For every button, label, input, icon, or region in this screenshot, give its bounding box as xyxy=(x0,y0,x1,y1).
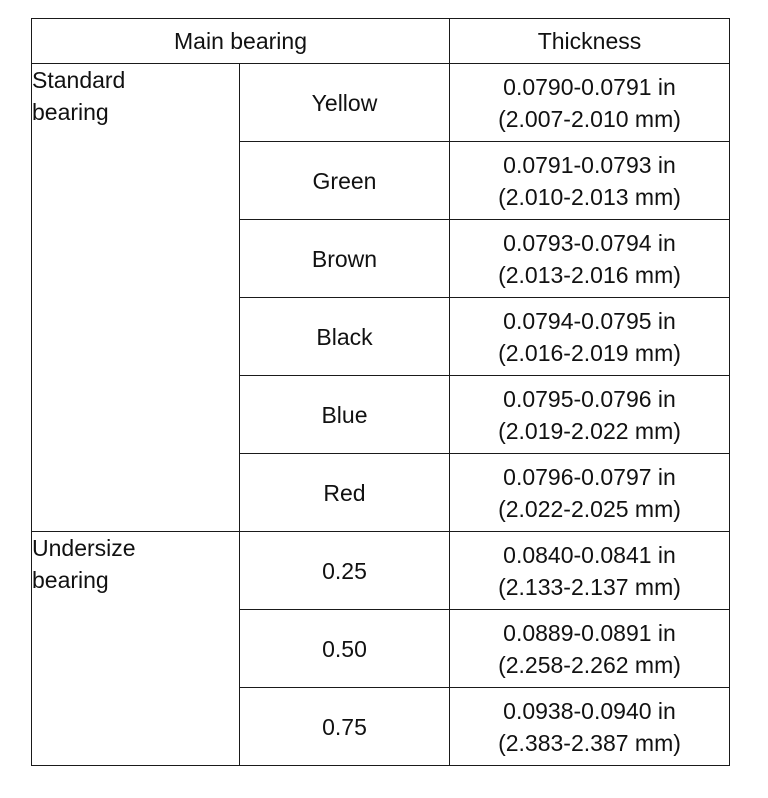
bearing-color-cell: Green xyxy=(240,142,450,220)
thickness-mm: (2.013-2.016 mm) xyxy=(498,261,681,288)
undersize-value-cell: 0.75 xyxy=(240,688,450,766)
group-label-line: Undersize xyxy=(32,535,136,561)
thickness-in: 0.0790-0.0791 in xyxy=(503,73,676,100)
undersize-value-cell: 0.50 xyxy=(240,610,450,688)
thickness-mm: (2.010-2.013 mm) xyxy=(498,183,681,210)
bearing-color-cell: Yellow xyxy=(240,64,450,142)
main-bearing-header: Main bearing xyxy=(32,19,450,64)
thickness-cell xyxy=(450,688,730,766)
thickness-in: 0.0889-0.0891 in xyxy=(503,619,676,646)
thickness-cell xyxy=(450,376,730,454)
table-row xyxy=(32,64,730,142)
group-label-line: bearing xyxy=(32,567,109,593)
thickness-cell xyxy=(450,610,730,688)
thickness-mm: (2.016-2.019 mm) xyxy=(498,339,681,366)
undersize-value-cell: 0.25 xyxy=(240,532,450,610)
thickness-cell xyxy=(450,220,730,298)
group-label-undersize xyxy=(32,532,240,766)
thickness-in: 0.0840-0.0841 in xyxy=(503,541,676,568)
thickness-in: 0.0795-0.0796 in xyxy=(503,385,676,412)
thickness-cell xyxy=(450,532,730,610)
thickness-mm: (2.019-2.022 mm) xyxy=(498,417,681,444)
bearing-color-cell: Black xyxy=(240,298,450,376)
bearing-color-cell: Blue xyxy=(240,376,450,454)
thickness-in: 0.0791-0.0793 in xyxy=(503,151,676,178)
thickness-in: 0.0794-0.0795 in xyxy=(503,307,676,334)
group-label-line: bearing xyxy=(32,99,109,125)
thickness-header: Thickness xyxy=(450,19,730,64)
thickness-mm: (2.022-2.025 mm) xyxy=(498,495,681,522)
thickness-cell xyxy=(450,142,730,220)
table-row xyxy=(32,532,730,610)
thickness-cell xyxy=(450,64,730,142)
thickness-mm: (2.133-2.137 mm) xyxy=(498,573,681,600)
thickness-mm: (2.007-2.010 mm) xyxy=(498,105,681,132)
header-row xyxy=(32,19,730,64)
bearing-thickness-table xyxy=(31,18,730,766)
bearing-color-cell: Brown xyxy=(240,220,450,298)
thickness-mm: (2.258-2.262 mm) xyxy=(498,651,681,678)
group-label-line: Standard xyxy=(32,67,126,93)
group-label-standard xyxy=(32,64,240,532)
thickness-in: 0.0796-0.0797 in xyxy=(503,463,676,490)
thickness-in: 0.0938-0.0940 in xyxy=(503,697,676,724)
thickness-cell xyxy=(450,454,730,532)
thickness-in: 0.0793-0.0794 in xyxy=(503,229,676,256)
thickness-cell xyxy=(450,298,730,376)
thickness-mm: (2.383-2.387 mm) xyxy=(498,729,681,756)
bearing-color-cell: Red xyxy=(240,454,450,532)
